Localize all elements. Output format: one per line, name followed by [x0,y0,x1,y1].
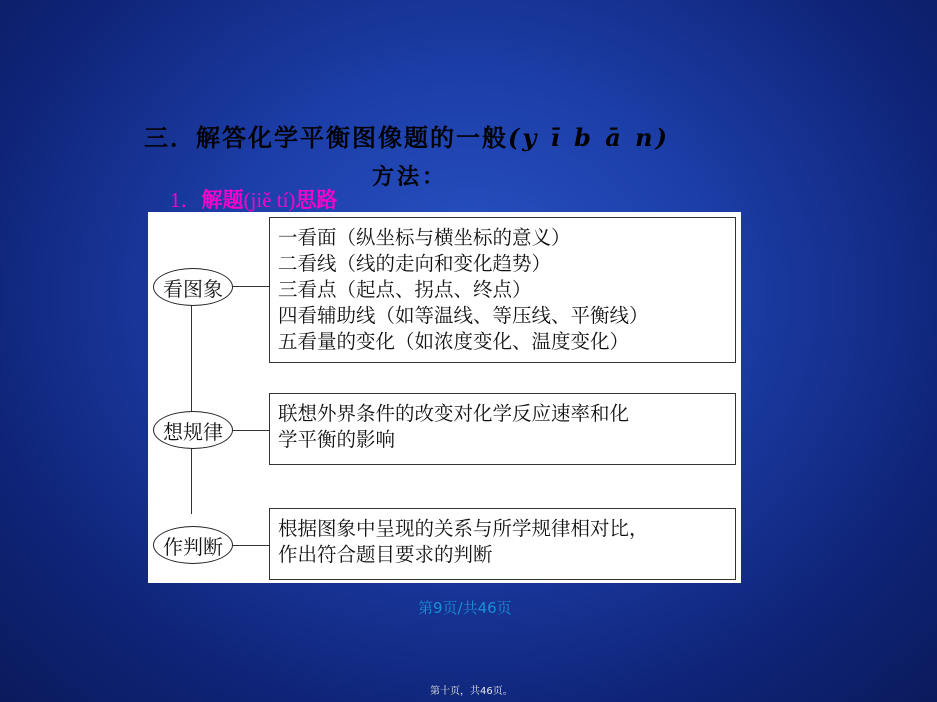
box-line: 三看点（起点、拐点、终点） [278,278,532,301]
box-make-judgment [269,508,736,580]
connector-3 [233,545,269,546]
slide-title [144,118,670,153]
box-line: 根据图象中呈现的关系与所学规律相对比， [278,517,649,540]
box-line: 二看线（线的走向和变化趋势） [278,252,552,275]
subtitle-label: 解题 [201,188,244,212]
connector-vertical [191,302,192,514]
box-line: 一看面（纵坐标与横坐标的意义） [278,226,571,249]
connector-1 [233,286,269,287]
box-line: 联想外界条件的改变对化学反应速率和化 [278,402,630,425]
box-look-graph [269,217,736,363]
slide-title-line2: 方法： [372,164,448,190]
subtitle-pinyin: (jiě tí) [243,188,296,212]
subtitle-label2: 思路 [295,188,338,212]
box-line: 四看辅助线（如等温线、等压线、平衡线） [278,304,649,327]
page-number: 第9页/共46页 [418,599,512,617]
title-main: 三．解答化学平衡图像题的一般 [144,123,508,152]
box-line: 作出符合题目要求的判断 [278,543,493,566]
box-think-rules [269,393,736,465]
connector-2 [233,430,269,431]
footer-text: 第十页，共46页。 [430,686,513,697]
node-think-rules: 想规律 [153,411,233,449]
section-subtitle [170,184,337,214]
subtitle-num: 1． [170,188,202,212]
node-make-judgment: 作判断 [153,526,233,564]
box-line: 五看量的变化（如浓度变化、温度变化） [278,330,630,353]
box-line: 学平衡的影响 [278,428,396,451]
flow-diagram [148,212,741,583]
node-look-graph: 看图象 [153,268,233,306]
title-pinyin: (y ī b ā n) [508,123,670,152]
